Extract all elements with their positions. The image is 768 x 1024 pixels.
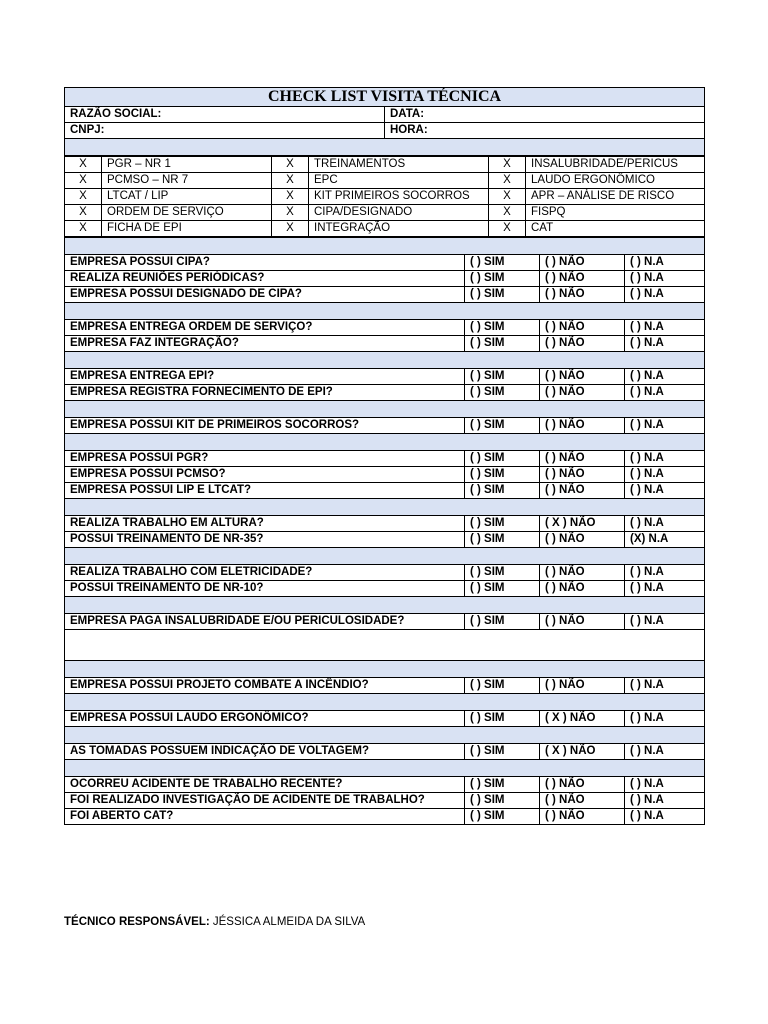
answer-nao[interactable]: ( ) NÃO (540, 336, 625, 352)
document-check-mark: X (65, 189, 102, 205)
question-row (65, 467, 705, 483)
question-text: EMPRESA REGISTRA FORNECIMENTO DE EPI? (65, 385, 465, 401)
razao-social-field: RAZÃO SOCIAL: (65, 107, 385, 123)
answer-sim[interactable]: ( ) SIM (465, 614, 540, 630)
section-band-cell (65, 727, 705, 744)
section-band-cell (65, 303, 705, 320)
section-band (65, 727, 705, 744)
question-row (65, 271, 705, 287)
answer-na[interactable]: ( ) N.A (625, 565, 705, 581)
document-item-label: KIT PRIMEIROS SOCORROS (309, 189, 489, 205)
answer-nao[interactable]: ( ) NÃO (540, 418, 625, 434)
document-item-label: LAUDO ERGONÔMICO (526, 173, 705, 189)
document-check-mark: X (489, 221, 526, 237)
question-row (65, 777, 705, 793)
answer-nao[interactable]: ( X ) NÃO (540, 744, 625, 760)
document-check-mark: X (65, 157, 102, 173)
answer-nao[interactable]: ( ) NÃO (540, 255, 625, 271)
section-band (65, 434, 705, 451)
answer-nao[interactable]: ( ) NÃO (540, 777, 625, 793)
checklist-sheet (64, 87, 704, 825)
answer-na[interactable]: ( ) N.A (625, 809, 705, 825)
question-row (65, 287, 705, 303)
answer-nao[interactable]: ( ) NÃO (540, 369, 625, 385)
section-band (65, 401, 705, 418)
answer-nao[interactable]: ( ) NÃO (540, 809, 625, 825)
document-item-label: PCMSO – NR 7 (102, 173, 272, 189)
answer-na[interactable]: ( ) N.A (625, 483, 705, 499)
answer-nao[interactable]: ( ) NÃO (540, 287, 625, 303)
question-text: EMPRESA POSSUI LAUDO ERGONÔMICO? (65, 711, 465, 727)
answer-sim[interactable]: ( ) SIM (465, 516, 540, 532)
document-check-mark: X (65, 173, 102, 189)
answer-nao[interactable]: ( ) NÃO (540, 565, 625, 581)
answer-na[interactable]: ( ) N.A (625, 451, 705, 467)
document-check-mark: X (272, 173, 309, 189)
document-check-mark: X (272, 189, 309, 205)
question-row (65, 614, 705, 630)
document-check-mark: X (272, 157, 309, 173)
document-check-mark: X (272, 205, 309, 221)
documents-table (64, 156, 705, 237)
answer-sim[interactable]: ( ) SIM (465, 581, 540, 597)
answer-sim[interactable]: ( ) SIM (465, 793, 540, 809)
document-check-mark: X (489, 173, 526, 189)
blank-cell (65, 630, 705, 661)
section-band (65, 238, 705, 255)
question-row (65, 532, 705, 548)
question-text: POSSUI TREINAMENTO DE NR-35? (65, 532, 465, 548)
answer-nao[interactable]: ( ) NÃO (540, 451, 625, 467)
section-band (65, 499, 705, 516)
answer-sim[interactable]: ( ) SIM (465, 777, 540, 793)
data-field: DATA: (385, 107, 705, 123)
answer-na[interactable]: ( ) N.A (625, 255, 705, 271)
section-band (65, 661, 705, 678)
question-text: OCORREU ACIDENTE DE TRABALHO RECENTE? (65, 777, 465, 793)
answer-sim[interactable]: ( ) SIM (465, 320, 540, 336)
section-band-cell (65, 661, 705, 678)
document-item-label: PGR – NR 1 (102, 157, 272, 173)
answer-sim[interactable]: ( ) SIM (465, 451, 540, 467)
question-text: POSSUI TREINAMENTO DE NR-10? (65, 581, 465, 597)
section-band-cell (65, 760, 705, 777)
answer-sim[interactable]: ( ) SIM (465, 271, 540, 287)
answer-na[interactable]: ( ) N.A (625, 581, 705, 597)
question-row (65, 451, 705, 467)
question-text: EMPRESA ENTREGA ORDEM DE SERVIÇO? (65, 320, 465, 336)
section-band-cell (65, 238, 705, 255)
question-row (65, 516, 705, 532)
answer-nao[interactable]: ( ) NÃO (540, 532, 625, 548)
question-text: EMPRESA ENTREGA EPI? (65, 369, 465, 385)
question-text: EMPRESA POSSUI CIPA? (65, 255, 465, 271)
answer-sim[interactable]: ( ) SIM (465, 744, 540, 760)
question-row (65, 678, 705, 694)
question-text: EMPRESA POSSUI PROJETO COMBATE A INCÊNDIO? (65, 678, 465, 694)
section-band (65, 548, 705, 565)
answer-nao[interactable]: ( ) NÃO (540, 678, 625, 694)
question-row (65, 320, 705, 336)
document-row (65, 205, 705, 221)
question-row (65, 255, 705, 271)
answer-na[interactable]: ( ) N.A (625, 271, 705, 287)
document-check-mark: X (65, 205, 102, 221)
question-row (65, 793, 705, 809)
section-band (65, 694, 705, 711)
answer-na[interactable]: ( ) N.A (625, 467, 705, 483)
answer-na[interactable]: ( ) N.A (625, 777, 705, 793)
answer-nao[interactable]: ( ) NÃO (540, 483, 625, 499)
answer-na[interactable]: ( ) N.A (625, 711, 705, 727)
document-row (65, 157, 705, 173)
answer-sim[interactable]: ( ) SIM (465, 532, 540, 548)
question-row (65, 581, 705, 597)
cnpj-field: CNPJ: (65, 123, 385, 139)
question-text: REALIZA REUNIÕES PERIÓDICAS? (65, 271, 465, 287)
hora-field: HORA: (385, 123, 705, 139)
question-text: REALIZA TRABALHO EM ALTURA? (65, 516, 465, 532)
question-text: EMPRESA FAZ INTEGRAÇÃO? (65, 336, 465, 352)
answer-nao[interactable]: ( ) NÃO (540, 320, 625, 336)
answer-na[interactable]: ( ) N.A (625, 614, 705, 630)
question-text: EMPRESA POSSUI DESIGNADO DE CIPA? (65, 287, 465, 303)
technician-label: TÉCNICO RESPONSÁVEL: (64, 916, 210, 928)
question-text: EMPRESA POSSUI KIT DE PRIMEIROS SOCORROS? (65, 418, 465, 434)
header-table (64, 87, 705, 156)
document-row (65, 173, 705, 189)
page-title: CHECK LIST VISITA TÉCNICA (65, 88, 705, 107)
answer-sim[interactable]: ( ) SIM (465, 385, 540, 401)
answer-sim[interactable]: ( ) SIM (465, 678, 540, 694)
answer-sim[interactable]: ( ) SIM (465, 711, 540, 727)
answer-sim[interactable]: ( ) SIM (465, 369, 540, 385)
section-band (65, 303, 705, 320)
section-band (65, 597, 705, 614)
document-item-label: APR – ANÁLISE DE RISCO (526, 189, 705, 205)
document-item-label: LTCAT / LIP (102, 189, 272, 205)
section-band-cell (65, 352, 705, 369)
answer-na[interactable]: ( ) N.A (625, 678, 705, 694)
answer-na[interactable]: ( ) N.A (625, 320, 705, 336)
document-item-label: ORDEM DE SERVIÇO (102, 205, 272, 221)
separator-band (65, 139, 705, 156)
document-item-label: INSALUBRIDADE/PERICUS (526, 157, 705, 173)
answer-na[interactable]: ( ) N.A (625, 369, 705, 385)
question-row (65, 711, 705, 727)
document-item-label: FICHA DE EPI (102, 221, 272, 237)
question-row (65, 418, 705, 434)
document-item-label: FISPQ (526, 205, 705, 221)
answer-na[interactable]: ( ) N.A (625, 516, 705, 532)
answer-nao[interactable]: ( ) NÃO (540, 581, 625, 597)
document-check-mark: X (489, 189, 526, 205)
document-item-label: INTEGRAÇÃO (309, 221, 489, 237)
question-row (65, 336, 705, 352)
section-band-cell (65, 499, 705, 516)
section-band-cell (65, 401, 705, 418)
question-text: FOI ABERTO CAT? (65, 809, 465, 825)
technician-signature (64, 916, 365, 928)
section-band-cell (65, 694, 705, 711)
document-row (65, 189, 705, 205)
document-check-mark: X (65, 221, 102, 237)
answer-sim[interactable]: ( ) SIM (465, 336, 540, 352)
question-text: AS TOMADAS POSSUEM INDICAÇÃO DE VOLTAGEM? (65, 744, 465, 760)
answer-nao[interactable]: ( X ) NÃO (540, 516, 625, 532)
section-band-cell (65, 597, 705, 614)
question-text: EMPRESA POSSUI PGR? (65, 451, 465, 467)
document-check-mark: X (489, 157, 526, 173)
question-row (65, 565, 705, 581)
blank-row (65, 630, 705, 661)
answer-sim[interactable]: ( ) SIM (465, 483, 540, 499)
answer-na[interactable]: ( ) N.A (625, 744, 705, 760)
answer-sim[interactable]: ( ) SIM (465, 565, 540, 581)
section-band-cell (65, 434, 705, 451)
answer-nao[interactable]: ( X ) NÃO (540, 711, 625, 727)
section-band (65, 760, 705, 777)
answer-nao[interactable]: ( ) NÃO (540, 271, 625, 287)
answer-na[interactable]: ( ) N.A (625, 336, 705, 352)
answer-na[interactable]: (X) N.A (625, 532, 705, 548)
question-row (65, 809, 705, 825)
questions-table (64, 237, 705, 825)
answer-sim[interactable]: ( ) SIM (465, 255, 540, 271)
question-text: FOI REALIZADO INVESTIGAÇÃO DE ACIDENTE DE TRABALHO? (65, 793, 465, 809)
question-text: EMPRESA PAGA INSALUBRIDADE E/OU PERICULOSIDADE? (65, 614, 465, 630)
answer-sim[interactable]: ( ) SIM (465, 287, 540, 303)
answer-na[interactable]: ( ) N.A (625, 385, 705, 401)
document-check-mark: X (272, 221, 309, 237)
question-row (65, 369, 705, 385)
document-item-label: CIPA/DESIGNADO (309, 205, 489, 221)
answer-nao[interactable]: ( ) NÃO (540, 467, 625, 483)
answer-na[interactable]: ( ) N.A (625, 418, 705, 434)
question-row (65, 385, 705, 401)
document-item-label: EPC (309, 173, 489, 189)
answer-nao[interactable]: ( ) NÃO (540, 793, 625, 809)
answer-nao[interactable]: ( ) NÃO (540, 614, 625, 630)
question-text: EMPRESA POSSUI LIP E LTCAT? (65, 483, 465, 499)
section-band (65, 352, 705, 369)
answer-na[interactable]: ( ) N.A (625, 793, 705, 809)
question-text: REALIZA TRABALHO COM ELETRICIDADE? (65, 565, 465, 581)
section-band-cell (65, 548, 705, 565)
answer-nao[interactable]: ( ) NÃO (540, 385, 625, 401)
technician-name: JÉSSICA ALMEIDA DA SILVA (212, 916, 366, 928)
document-row (65, 221, 705, 237)
document-item-label: CAT (526, 221, 705, 237)
answer-sim[interactable]: ( ) SIM (465, 418, 540, 434)
question-row (65, 744, 705, 760)
answer-na[interactable]: ( ) N.A (625, 287, 705, 303)
document-check-mark: X (489, 205, 526, 221)
answer-sim[interactable]: ( ) SIM (465, 467, 540, 483)
question-text: EMPRESA POSSUI PCMSO? (65, 467, 465, 483)
document-item-label: TREINAMENTOS (309, 157, 489, 173)
question-row (65, 483, 705, 499)
answer-sim[interactable]: ( ) SIM (465, 809, 540, 825)
